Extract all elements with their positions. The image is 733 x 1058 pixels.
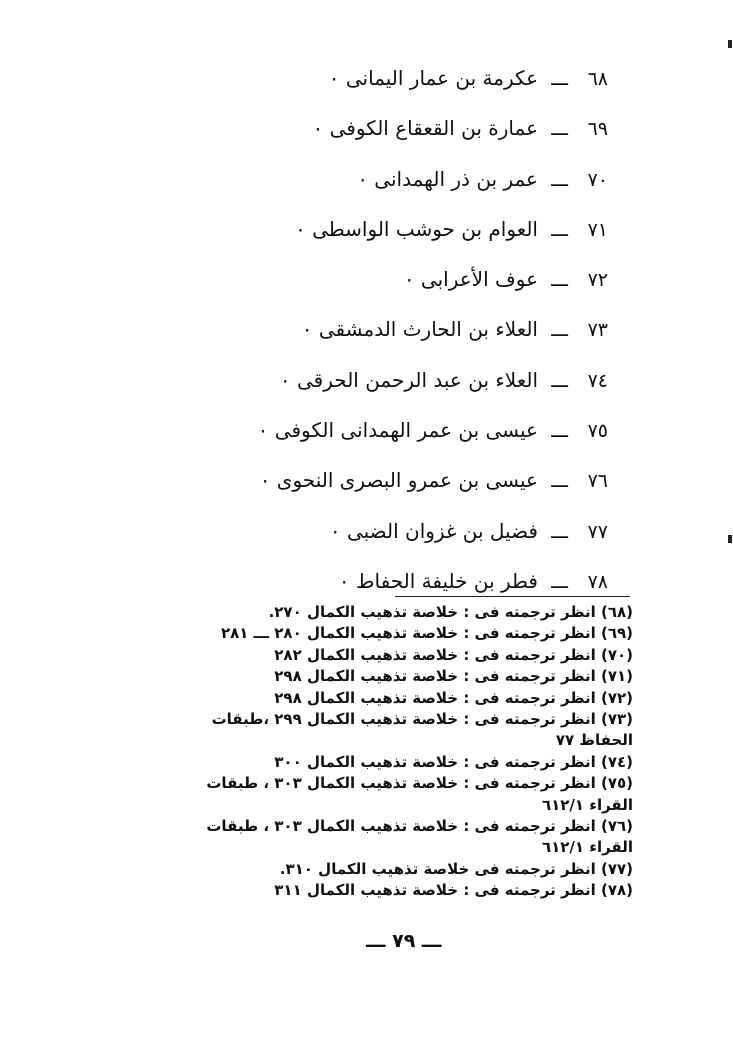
list-item [0, 110, 733, 160]
entry-number: ٧٧ [587, 520, 608, 543]
footnote-69: (٦٩) انظر ترجمته فى : خلاصة تذهيب الكمال ٢٨٠ ـــ ٢٨١ [220, 624, 633, 643]
footnote-70: (٧٠) انظر ترجمته فى : خلاصة تذهيب الكمال ٢٨٢ [274, 645, 633, 664]
list-item [0, 362, 733, 412]
entry-dash: ـــ [551, 168, 568, 191]
footnote-77: (٧٧) انظر ترجمته فى خلاصة تذهيب الكمال ٣١٠. [279, 859, 633, 878]
footnote-68: (٦٨) انظر ترجمته فى : خلاصة تذهيب الكمال ٢٧٠. [268, 603, 633, 621]
entry-name: عيسى بن عمرو البصرى النحوى ٠ [259, 468, 538, 493]
entry-name: عمارة بن القعقاع الكوفى ٠ [312, 116, 538, 141]
footnote-74: (٧٤) انظر ترجمته فى : خلاصة تذهيب الكمال ٣٠٠ [274, 752, 633, 771]
entry-name: فضيل بن غزوان الضبى ٠ [329, 518, 538, 543]
entry-number: ٧٠ [587, 168, 608, 191]
list-item [0, 462, 733, 512]
entry-dash: ـــ [551, 470, 568, 493]
scan-edge-mark [728, 40, 732, 48]
footnote-73: (٧٣) انظر ترجمته فى : خلاصة تذهيب الكمال ٢٩٩ ،طبقات [211, 710, 633, 729]
entry-dash: ـــ [551, 420, 568, 443]
footnote-71: (٧١) انظر ترجمته فى : خلاصة تذهيب الكمال ٢٩٨ [274, 667, 633, 686]
page-number: ـــ ٧٩ ـــ [366, 930, 442, 952]
entry-number: ٧٥ [587, 420, 608, 443]
entry-name: العلاء بن عبد الرحمن الحرقى ٠ [279, 367, 538, 392]
entry-name: العوام بن حوشب الواسطى ٠ [294, 216, 538, 241]
narrator-list [0, 60, 733, 613]
entry-dash: ـــ [551, 369, 568, 392]
footnote-75-continuation: القراء ٦١٢/١ [541, 795, 633, 814]
entry-dash: ـــ [551, 118, 568, 141]
footnote-76: (٧٦) انظر ترجمته فى : خلاصة تذهيب الكمال ٣٠٣ ، طبقات [206, 817, 633, 836]
entry-name: عكرمة بن عمار اليمانى ٠ [328, 66, 538, 90]
list-item [0, 211, 733, 261]
entry-number: ٧١ [587, 218, 608, 241]
footnote-divider [395, 596, 630, 597]
list-item [0, 311, 733, 361]
footnote-73-continuation: الحفاظ ٧٧ [555, 731, 633, 750]
entry-number: ٧٦ [587, 470, 608, 493]
footnote-75: (٧٥) انظر ترجمته فى : خلاصة تذهيب الكمال ٣٠٣ ، طبقات [206, 774, 633, 793]
entry-name: العلاء بن الحارث الدمشقى ٠ [301, 317, 538, 342]
entry-number: ٦٨ [587, 68, 608, 90]
entry-number: ٧٢ [587, 269, 608, 292]
entry-number: ٧٣ [587, 319, 608, 342]
entry-dash: ـــ [551, 218, 568, 241]
footnote-78: (٧٨) انظر ترجمته فى : خلاصة تذهيب الكمال ٣١١ [274, 881, 633, 900]
list-item [0, 161, 733, 211]
entry-name: عمر بن ذر الهمدانى ٠ [357, 166, 538, 191]
entry-name: فطر بن خليفة الحفاط ٠ [338, 568, 538, 593]
list-item [0, 60, 733, 110]
entry-number: ٧٨ [587, 570, 608, 593]
list-item [0, 261, 733, 311]
footnotes-block [133, 602, 633, 902]
entry-name: عوف الأعرابى ٠ [403, 267, 538, 292]
entry-number: ٦٩ [587, 118, 608, 141]
entry-dash: ـــ [551, 68, 568, 90]
footnote-72: (٧٢) انظر ترجمته فى : خلاصة تذهيب الكمال ٢٩٨ [274, 688, 633, 707]
list-item [0, 412, 733, 462]
entry-number: ٧٤ [587, 369, 608, 392]
entry-dash: ـــ [551, 319, 568, 342]
entry-dash: ـــ [551, 570, 568, 593]
entry-name: عيسى بن عمر الهمدانى الكوفى ٠ [257, 418, 538, 443]
list-item [0, 513, 733, 563]
footnote-76-continuation: القراء ٦١٢/١ [541, 838, 633, 857]
entry-dash: ـــ [551, 269, 568, 292]
entry-dash: ـــ [551, 520, 568, 543]
scan-edge-mark [728, 535, 732, 543]
